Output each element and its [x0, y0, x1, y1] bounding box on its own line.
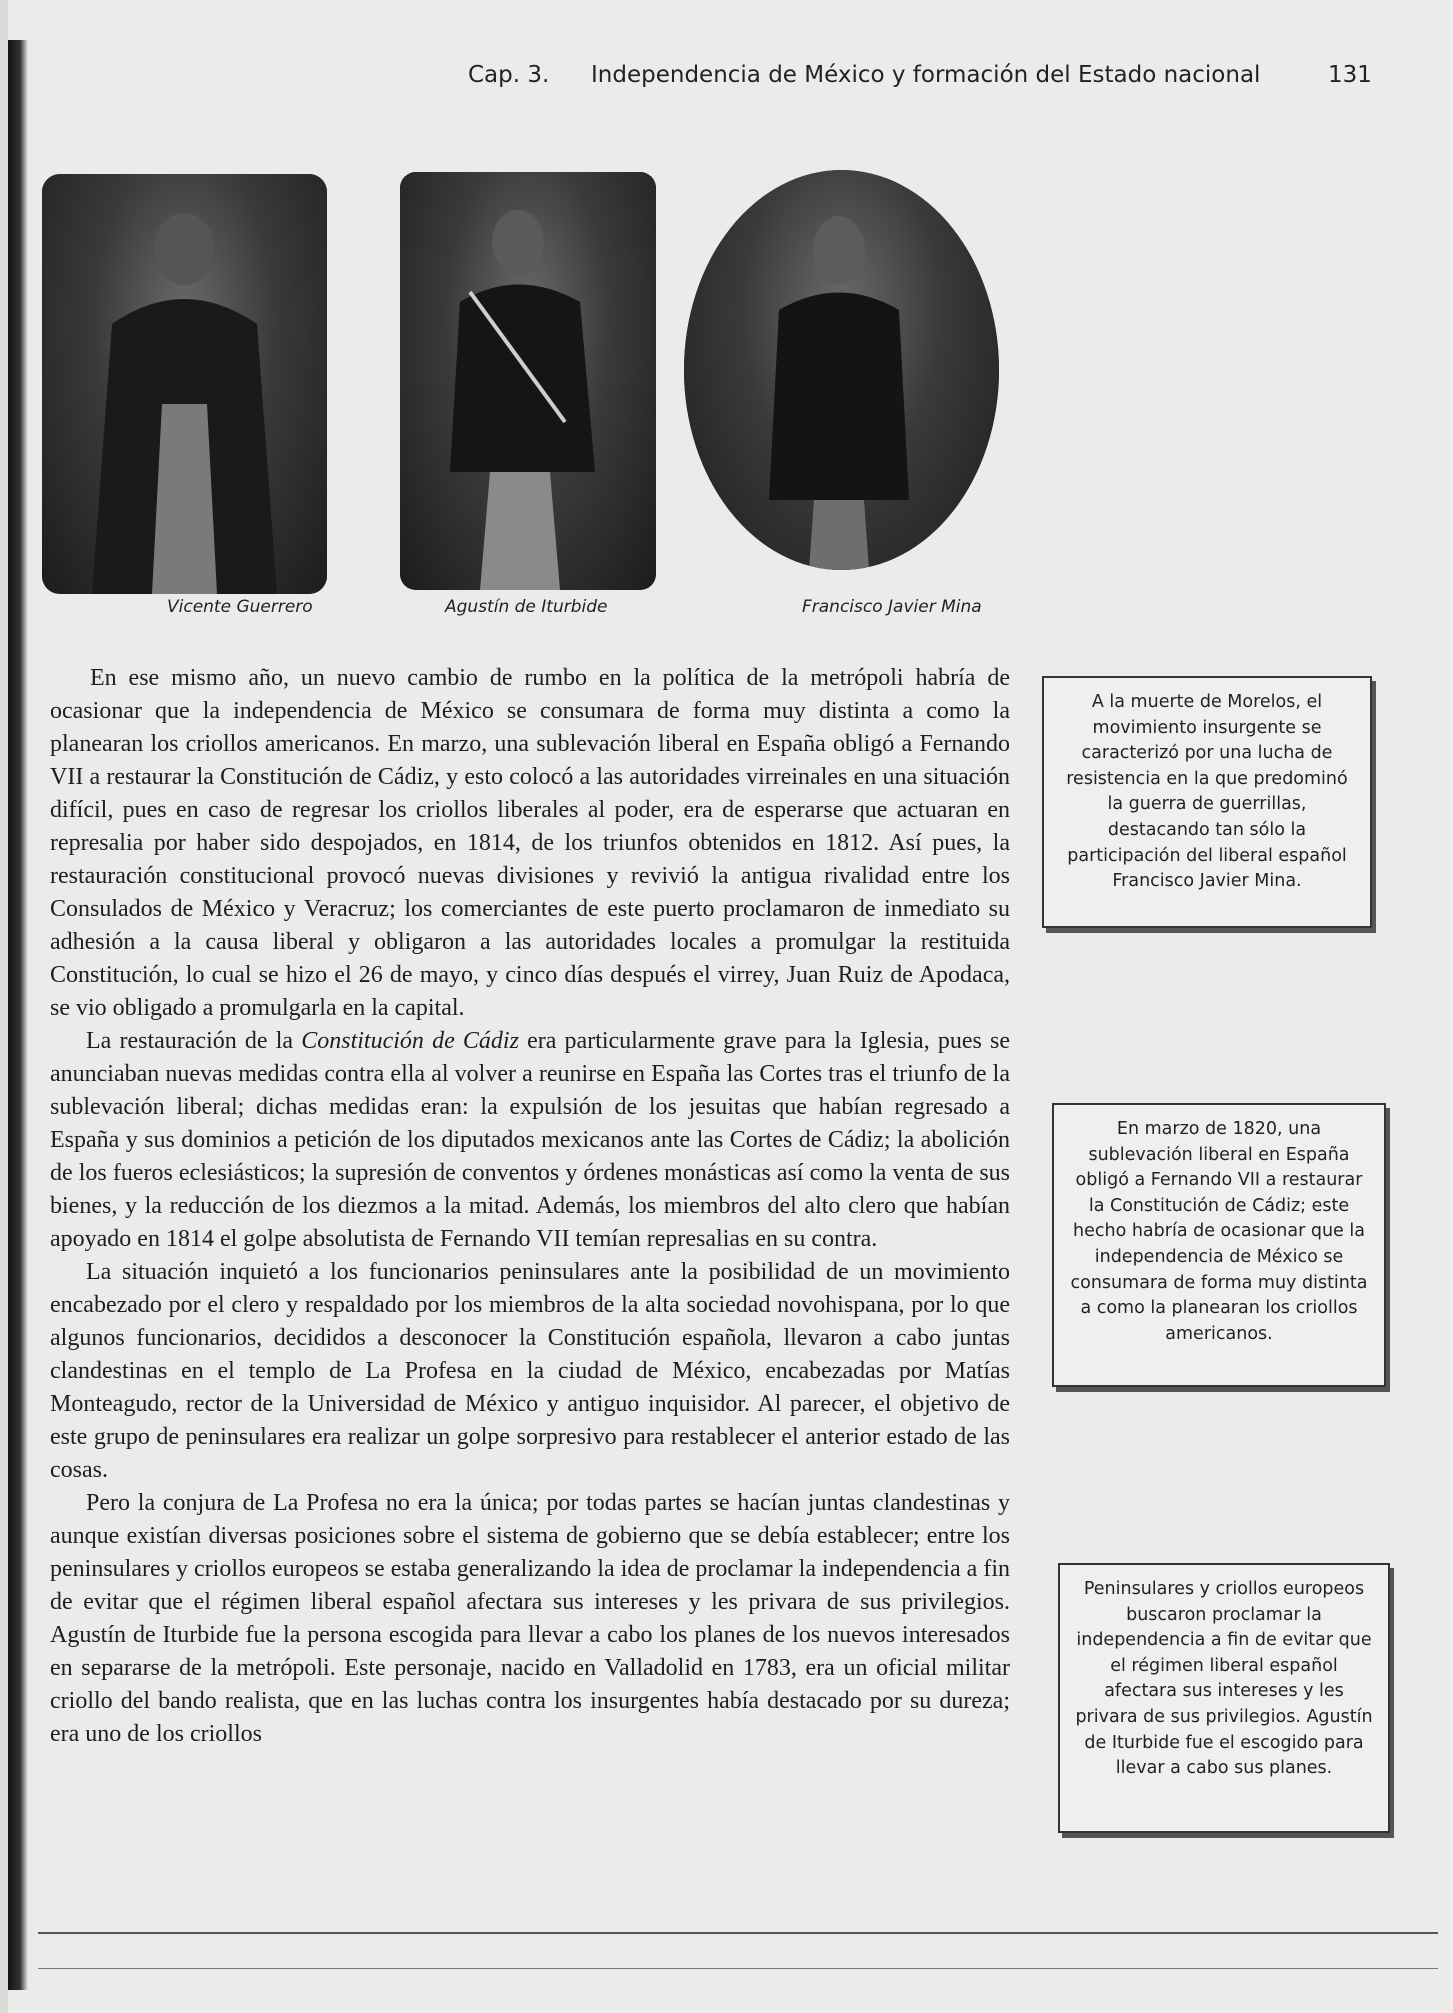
chapter-title: Independencia de México y formación del Estado nacional [591, 62, 1261, 88]
footer-rule [38, 1932, 1438, 1934]
portrait-frame-mina [674, 160, 1009, 590]
binding-edge [8, 40, 28, 1990]
caption-portrait-1: Vicente Guerrero [167, 597, 313, 617]
footer-rule-secondary [38, 1968, 1438, 1969]
paragraph-3: La situación inquietó a los funcionarios peninsulares ante la posibilidad de un movimiento encabezado por el clero y respaldado por los miembros de la alta sociedad novohispana, por lo que algunos funcionarios, decididos a desconocer la Constitución española, llevaron a cabo juntas clandestinas en el templo de La Profesa en la ciudad de México, encabezadas por Matías Monteagudo, rector de la Universidad de México y antiguo inquisidor. Al parecer, el objetivo de este grupo de peninsulares era realizar un golpe sorpresivo para restablecer el anterior estado de las cosas. [50, 1259, 1010, 1483]
paragraph-1: En ese mismo año, un nuevo cambio de rumbo en la política de la metrópoli habría de ocasionar que la independencia de México se consumara de forma muy distinta a como la planearan los criollos americanos. En marzo, una sublevación liberal en España obligó a Fernando VII a restaurar la Constitución de Cádiz, y esto colocó a las autoridades virreinales en una situación difícil, pues en caso de regresar los criollos liberales al poder, era de esperarse que actuaran en represalia por haber sido despojados, en 1814, de los triunfos obtenidos en 1812. Así pues, la restauración constitucional provocó nuevas divisiones y revivió la antigua rivalidad entre los Consulados de México y Veracruz; los comerciantes de este puerto proclamaron de inmediato su adhesión a la causa liberal y obligaron a las autoridades locales a promulgar la restituida Constitución, lo cual se hizo el 26 de mayo, y cinco días después el virrey, Juan Ruiz de Apodaca, se vio obligado a promulgarla en la capital. [50, 665, 1010, 1021]
caption-portrait-3: Francisco Javier Mina [802, 597, 982, 617]
portrait-vicente-guerrero [42, 174, 327, 594]
caption-portrait-2: Agustín de Iturbide [445, 597, 608, 617]
paragraph-2: La restauración de la Constitución de Cádiz era particularmente grave para la Iglesia, pues se anunciaban nuevas medidas contra ella al volver a reunirse en España las Cortes tras el triunfo de la sublevación liberal; dichas medidas eran: la expulsión de los jesuitas que habían regresado a España y sus dominios a petición de los diputados mexicanos ante las Cortes de Cádiz; la abolición de los fueros eclesiásticos; la supresión de conventos y órdenes monásticas así como la venta de sus bienes, y la reducción de los diezmos a la mitad. Además, los miembros del alto clero que habían apoyado en 1814 el golpe absolutista de Fernando VII temían represalias en su contra. [50, 1028, 1011, 1252]
portrait-francisco-javier-mina [684, 170, 999, 570]
sidebar-note-3: Peninsulares y criollos europeos buscaron proclamar la independencia a fin de evitar que el régimen liberal español afectara sus intereses y les privara de sus privilegios. Agustín de Iturbide fue el escogido para llevar a cabo sus planes. [1058, 1563, 1390, 1833]
sidebar-note-2: En marzo de 1820, una sublevación liberal en España obligó a Fernando VII a restaurar la Constitución de Cádiz; este hecho habría de ocasionar que la independencia de México se consumara de forma muy distinta a como la planearan los criollos americanos. [1052, 1103, 1386, 1387]
page-number: 131 [1328, 62, 1372, 88]
paragraph-4: Pero la conjura de La Profesa no era la única; por todas partes se hacían juntas clandestinas y aunque existían diversas posiciones sobre el sistema de gobierno que se debía establecer; entre los peninsulares y criollos europeos se estaba generalizando la idea de proclamar la independencia a fin de evitar que el régimen liberal español afectara sus intereses y les privara de sus privilegios. Agustín de Iturbide fue la persona escogida para llevar a cabo los planes de los nuevos interesados en separarse de la metrópoli. Este personaje, nacido en Valladolid en 1783, era un oficial militar criollo del bando realista, que en las luchas contra los insurgentes había destacado por su dureza; era uno de los criollos [50, 1490, 1010, 1747]
portrait-agustin-de-iturbide [400, 172, 656, 590]
book-page [8, 0, 1453, 2013]
body-text [50, 662, 1010, 1751]
chapter-label: Cap. 3. [468, 62, 550, 88]
emphasis-constitucion: Constitución de Cádiz [301, 1028, 519, 1054]
sidebar-note-1: A la muerte de Morelos, el movimiento insurgente se caracterizó por una lucha de resistencia en la que predominó la guerra de guerrillas, destacando tan sólo la participación del liberal español Francisco Javier Mina. [1042, 676, 1372, 928]
